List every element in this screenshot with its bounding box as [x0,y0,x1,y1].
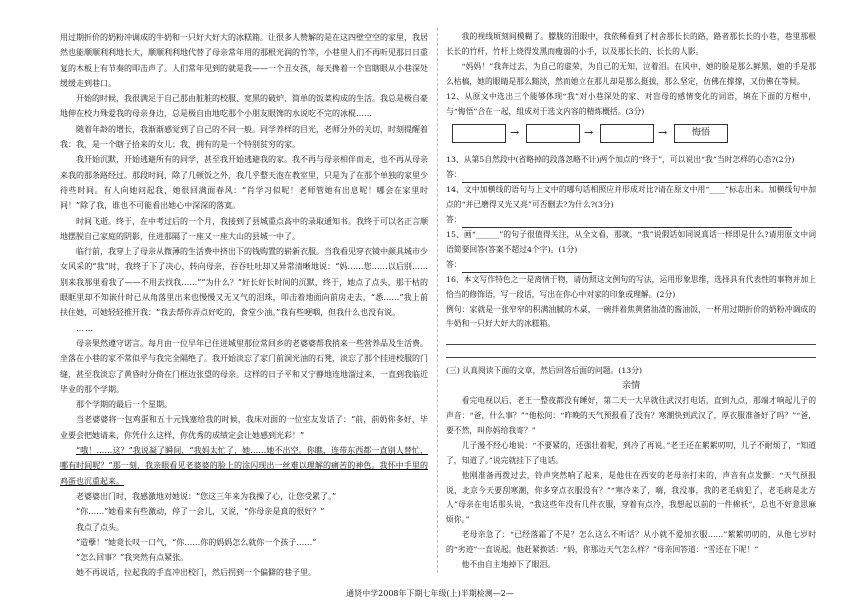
paragraph: 开始的时候，我很满足于自己那由脏脏的校服、宽黑的破炉、简单的饭菜构成的生活。我总是极自豪地伸在校力殊爱我的母亲身边，总是极自由地吃那个小朋友眼馋的水说吃不完的冰棍…… [60,94,428,119]
answer-line-14[interactable] [446,213,816,228]
section-3-heading: (三) 认真阅读下面的文章，然后回答后面的问题。(13分) [446,366,643,376]
paragraph: 当老婆婆将一包鸡蛋和五十元钱塞给我的时候，我床对面的一位室友发话了：“前，前奶你多好，毕业要会把她请来，你凭什么这样，你优秀的成绩定会让她感到光彩！” [60,415,428,440]
answer-rule[interactable] [446,345,816,358]
answer-line-13[interactable] [446,168,816,183]
left-column [60,30,428,581]
answer-box-final: 悔悟 [674,124,728,143]
paragraph: “造孽！”她竟长叹一口气，“你……你的妈妈怎么就你一个孩子……” [76,537,317,547]
question-13: 13、从第5自然段中(省略掉的段落忽略不计)两个加点的“终于”，可以说出“我”当时怎样的心态?(2分) [446,155,795,165]
paragraph: 我点了点头。 [76,522,124,532]
answer-label: 答： [446,215,462,225]
answer-rule[interactable] [446,332,816,345]
paragraph-underlined: “哦！……这？”我说凝了瞬间，“我妈太忙了，她……她不出空。你瞧，连带东西都一直别人替忙，哪有时间呢？”那一刻，我亲眼看见老婆婆的脸上的涂闪现出一丝难以理解的痛苦的神色。我怀中手里的鸡蛋也沉重起来。 [60,446,428,486]
story-paragraph: 他刚准备再拨过去，铃声突然响了起来，是他住在西安的老母亲打来的，声音有点发颤：“天气预报说，北京今天要刮寒潮，你多穿点衣服没有？”“寒冷来了，嗨，我没事，我的老毛病犯了，老毛病是北方人”母亲在电话那头说，“我这些年没有几件衣服，穿着有点冷，我想起以前的一件棉袄”，总也不好意思麻烦你。” [446,470,816,525]
question-16: 16、本文写作特色之一是离情于物，请仿照这文例句的写法，运用形象思维，选择具有代表性的事物并加上恰当的修饰语，写一段话，写出在你心中对家的印象或理解。(2分) [446,274,816,299]
ellipsis: …… [76,323,94,333]
story-paragraph: 看完电视以后，老王一整夜都没有睡好，第二天一大早就往武汉打电话，直到九点，那端才响起儿子的声音：“爸，什么事？”“他松问：“昨晚的天气预报看了没有？寒潮快到武汉了，厚衣服准备好了吗？”“爸，要不然，叫你妈给我寄？” [446,396,816,435]
question-15: 15、画“______”的句子很值得关注，从全文看，那就，“我”说假话如同说真话一样即是什么?请用原文中词语简要回答(答案不超过4个字)。(1分) [446,229,816,254]
answer-box-3[interactable] [600,124,654,143]
paragraph: 用过期折价的奶粉冲调成的牛奶和一只好大好大的冰糕箱。让很多人赞解的是在这四壁空空的家里，我居然也能顺顺利利地长大，顺顺利利地代替了母亲常年用的那根光润的竹竿，小巷里人们不再听见那日日重复的木板上有节奏的叩击声了。人们常年见到的就是我——一个丑女孩，每天搀着一个盲瞎眼从小巷深处缓缓走到巷口。 [60,33,428,88]
question-14: 14、文中加横线的语句与上文中的哪句话相照应并形成对比?请在原文中用“____”标志出来。加横线句中加点的“并已磨得又光又亮”可否删去?为什么?(3分) [446,185,816,210]
paragraph: 我开始沉默，开始逃避所有的同学，甚至我开始逃避我的家。我不再与母亲相伴而走，也不再从母亲来我的那条路经过。那段时间，除了几顿饭之外，我几乎整天泡在教室里，只是为了在那个单独的家里少待些时间。有人向她问起我，她很回满面春风：“肖学习似呢！老师管她有出息呢！哪会在家里时间！”除了我，谁也不可能看出她心中深深的落寞。 [60,155,428,211]
story-title: 亲情 [621,380,641,392]
arrow-icon: → [584,126,594,140]
answer-box-2[interactable] [526,124,580,143]
arrow-icon: → [658,126,668,140]
paragraph: 母亲果然遵守诺言。每月由一位早年已住进城里那位常回乡的老婆婆帮我捎来一些营养品及生活费。坐落在小巷的家不常似乎与我完全隔绝了。我开始淡忘了家门前洞光油的石凳，淡忘了那个挂进校服的门缝，甚至我淡忘了黄昏时分倚在门框边张望的母亲。这样的日子平和又宁静地连地溜过来，一直到我临近毕业的那个学期。 [60,338,428,394]
arrow-icon: → [510,126,520,140]
story-paragraph: 老母亲急了：“已经落霜了不是？怎么这么不听话？从小就不爱加衣服……”絮絮叨叨的，从他七岁时的“劣迹”一直说起。他赶紧换话：“妈，你那边天气怎么样？”母亲回答道：“雪还在下呢！” [446,530,816,555]
story-paragraph: 儿子漫不经心地说：“不要紧的，还强壮着呢，到冷了再说。”老王还在絮絮叨叨，儿子不耐烦了，“知道了，知道了。”说完就挂下了电话。 [446,440,816,465]
page-footer: 通贤中学2008年下期七年级(上)半期检测—2— [346,589,514,598]
column-divider [437,28,438,573]
paragraph: 临行前，我穿上了母亲从微薄的生活费中挤出下的钱购置的崭新衣服。当我看见穿衣镜中颜具城市少女风采的“我”时，我终于下了决心，转向母亲，吞吞吐吐却又异常清晰地说：“妈……您……以后别……别来我那里看我了——不用去找我……”“为什么？”好长好长时间的沉默，终于，她点了点头，那干枯的眼眶里却不知嵌什时已从角落里出来也慢慢又无又气的泪珠，叩击着地面向前房走去，“悉……”我上前扶住她，可她轻轻推开我：“我去帮你弄点好吃的，食堂少油。”我有些哽咽，但我什么也没有说。 [60,247,428,318]
answer-box-1[interactable] [452,124,506,143]
paragraph: “怎么回事？”我突然有点紧张。 [76,553,189,563]
paragraph: “妈妈！”我奔过去，为自己的虚荣，为自己的无知，泣着泪。在风中，她的脸是那么鲜黑，她的手是那么枯槁，她的眼睛是那么黯淡，然而她立在那儿却是那么挺拔，那么坚定，仿佛在撑撑，又仿佛在等候。 [446,61,816,86]
example-sentence: 例句：家就是一张窄窄的积满油腻的木桌，一碗拌着焦黄猪油渣的酱油饭，一杯用过期折价的奶粉冲调成的牛奶和一只好大好大的冰糕箱。 [446,304,816,329]
paragraph: 随着年龄的增长，我渐渐感觉到了自己的不同一般。同学养样的目光，老师分外的关切，时刻提醒着我：我，是一个瞎子拾来的女儿；我，拥有的是一个特别贫穷的家。 [60,124,428,150]
question-12: 12、从原文中选出三个能够体现“我”对小巷深处的家、对盲母的感情变化的词语，填在下面的方框中，与“悔悟”合在一起，组成对于选文内容的精炼概括。(3分) [446,91,816,116]
answer-boxes [446,122,816,148]
right-column [446,30,816,573]
paragraph: 我的视线顷刻间模糊了。朦胧的泪眼中，我依稀看到了村舍那长长的路，路者那长长的小巷，巷里那根长长的竹杆，竹杆上烧得发黑而瘦弱的小手，以及那长长的、长长的人影。 [446,32,816,56]
answer-label: 答： [446,170,462,180]
paragraph: 她不再说话，拉起我的手直冲出校门，然后拐到一个偏僻的巷子里。 [76,568,316,578]
paragraph: “你……”她看来有些激动，停了一会儿，又说，“你母亲是真的很好？” [76,507,325,517]
answer-line-15[interactable] [446,258,816,273]
paragraph: 那个学期的最后一个星期。 [76,400,172,410]
story-paragraph: 他不由自主地掉下了眼泪。 [461,560,556,570]
paragraph: 老婆婆出门时，我感激地对她说：“您这三年来为我操了心，让您受累了。” [76,491,337,501]
paragraph: 时间飞逝。终于，在中考过后的一个月，我接到了县城重点高中的录取通知书。我终于可以名正言顺地摆脱自己家庭的阴影，住进那隔了一座又一座大山的县城一中了。 [60,216,428,241]
answer-label: 答： [446,259,462,269]
